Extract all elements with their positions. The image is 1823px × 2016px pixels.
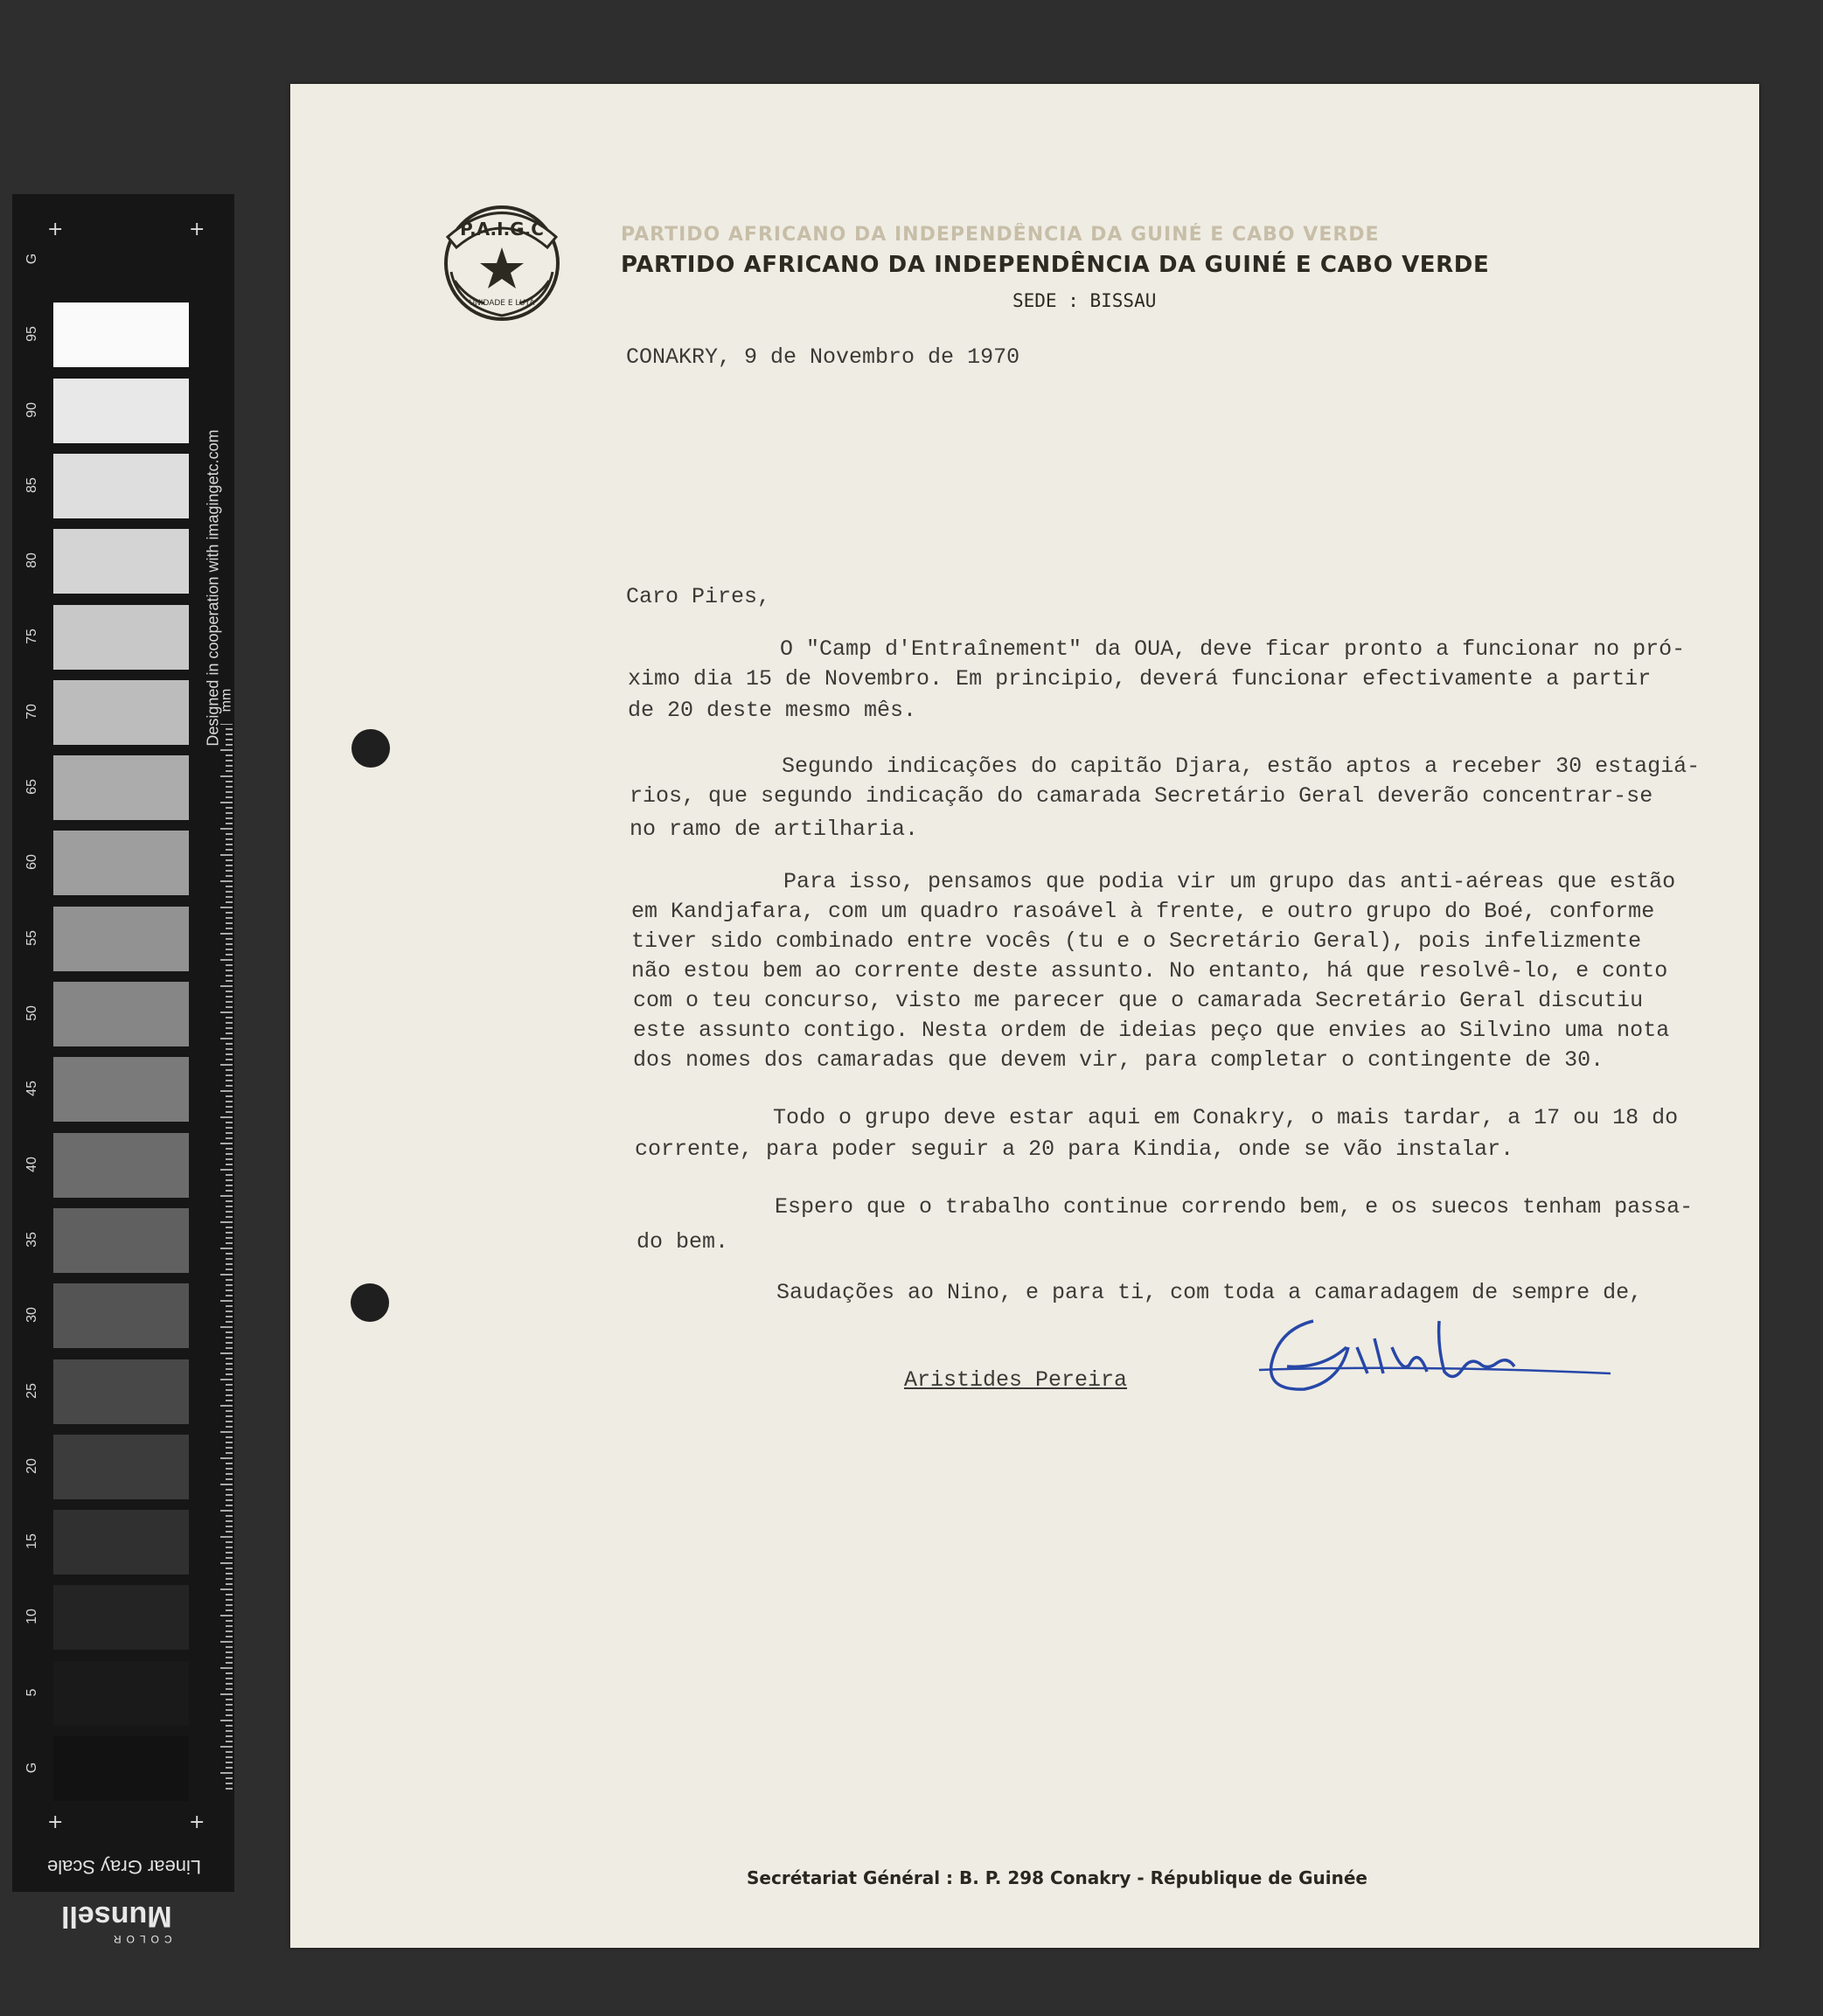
svg-text:UNIDADE E LUTA: UNIDADE E LUTA: [469, 299, 535, 308]
mm-ruler: [220, 724, 233, 1790]
gray-patch-label: 80: [24, 553, 39, 569]
punch-hole-bottom: [351, 1283, 389, 1322]
body-line: Segundo indicações do capitão Djara, estão aptos a receber 30 estagiá-: [782, 754, 1701, 779]
gray-patch-label: 65: [24, 779, 39, 795]
gray-patch-label: G: [24, 253, 39, 265]
gray-patch-label: 50: [24, 1005, 39, 1021]
body-line: de 20 deste mesmo mês.: [628, 698, 917, 723]
gray-patch: [53, 1435, 189, 1499]
body-line: dos nomes dos camaradas que devem vir, para completar o contingente de 30.: [633, 1047, 1604, 1073]
gray-patch: [53, 1585, 189, 1650]
gray-patch-label: 70: [24, 703, 39, 720]
gray-patch: [53, 1057, 189, 1122]
munsell-logo: COLOR Munsell: [61, 1900, 172, 1945]
registration-mark-icon: +: [189, 1811, 205, 1833]
gray-patch: [53, 1510, 189, 1575]
gray-patch-label: 90: [24, 401, 39, 418]
gray-patch: [53, 680, 189, 745]
svg-text:P.A.I.G.C: P.A.I.G.C: [460, 219, 544, 240]
gray-patch-label: 85: [24, 477, 39, 493]
gray-patch-label: 40: [24, 1156, 39, 1172]
gray-patch-label: 35: [24, 1232, 39, 1248]
registration-mark-icon: +: [189, 219, 205, 240]
gray-patch: [53, 1208, 189, 1273]
organization-name: PARTIDO AFRICANO DA INDEPENDÊNCIA DA GUINÉ E CABO VERDE: [621, 252, 1490, 278]
paigc-emblem: [432, 193, 572, 324]
body-line: do bem.: [637, 1229, 729, 1255]
gray-patch: [53, 1661, 189, 1726]
gray-patch-label: 45: [24, 1081, 39, 1097]
body-line: corrente, para poder seguir a 20 para Kindia, onde se vão instalar.: [635, 1137, 1514, 1162]
body-line: em Kandjafara, com um quadro rasoável à frente, e outro grupo do Boé, conforme: [631, 899, 1655, 924]
gray-patch-label: 95: [24, 326, 39, 343]
gray-patch-label: 5: [24, 1688, 39, 1697]
gray-patch-label: 55: [24, 929, 39, 946]
letterhead-footer: Secrétariat Général : B. P. 298 Conakry - République de Guinée: [747, 1867, 1367, 1888]
gray-patch-label: G: [24, 1762, 39, 1774]
body-line: tiver sido combinado entre vocês (tu e o Secretário Geral), pois infelizmente: [631, 928, 1642, 954]
body-line: este assunto contigo. Nesta ordem de ideias peço que envies ao Silvino uma nota: [633, 1018, 1670, 1043]
body-line: com o teu concurso, visto me parecer que o camarada Secretário Geral discutiu: [633, 988, 1644, 1013]
body-line: ximo dia 15 de Novembro. Em principio, deverá funcionar efectivamente a partir: [628, 666, 1652, 692]
body-line: Para isso, pensamos que podia vir um grupo das anti-aéreas que estão: [783, 869, 1676, 894]
gray-patch-label: 10: [24, 1609, 39, 1625]
gray-patch-label: 25: [24, 1382, 39, 1399]
letter-page: [290, 84, 1759, 1948]
gray-patch-label: 30: [24, 1307, 39, 1324]
gray-patch-label: 15: [24, 1533, 39, 1549]
mm-label: mm: [219, 688, 234, 713]
gray-patch: [53, 1736, 189, 1801]
body-line: não estou bem ao corrente deste assunto. No entanto, há que resolvê-lo, e conto: [631, 958, 1668, 984]
gray-patch: [53, 529, 189, 594]
gray-patch: [53, 302, 189, 367]
gray-patch: [53, 982, 189, 1046]
registration-mark-icon: +: [47, 1811, 64, 1833]
gray-patch: [53, 907, 189, 971]
gray-scale-card: [12, 194, 234, 1945]
body-line: no ramo de artilharia.: [630, 817, 919, 842]
gray-patch: [53, 605, 189, 670]
handwritten-signature: [1252, 1286, 1619, 1496]
closing-line: Saudações ao Nino, e para ti, com toda a camaradagem de sempre de,: [776, 1280, 1643, 1305]
gray-patch: [53, 379, 189, 443]
body-line: rios, que segundo indicação do camarada Secretário Geral deverão concentrar-se: [630, 783, 1653, 809]
gray-patch-label: 75: [24, 628, 39, 644]
body-line: Espero que o trabalho continue correndo bem, e os suecos tenham passa-: [775, 1194, 1694, 1220]
gray-patch: [53, 1283, 189, 1348]
body-line: O "Camp d'Entraînement" da OUA, deve ficar pronto a funcionar no pró-: [780, 636, 1686, 662]
gray-patch: [53, 1359, 189, 1424]
gray-patch: [53, 227, 189, 292]
signatory-name: Aristides Pereira: [904, 1367, 1128, 1393]
scale-name: Linear Gray Scale: [47, 1856, 202, 1878]
gray-patch: [53, 755, 189, 820]
gray-patch: [53, 1133, 189, 1198]
body-line: Todo o grupo deve estar aqui em Conakry, o mais tardar, a 17 ou 18 do: [773, 1105, 1679, 1130]
punch-hole-top: [351, 729, 390, 768]
organization-seat: SEDE : BISSAU: [1012, 290, 1157, 311]
gray-patch-label: 20: [24, 1457, 39, 1474]
salutation: Caro Pires,: [626, 584, 771, 609]
date-line: CONAKRY, 9 de Novembro de 1970: [626, 344, 1020, 370]
registration-mark-icon: +: [47, 219, 64, 240]
gray-patch-label: 60: [24, 854, 39, 871]
card-side-text: Designed in cooperation with imagingetc.com: [204, 429, 222, 747]
letterhead-ghost-impression: PARTIDO AFRICANO DA INDEPENDÊNCIA DA GUINÉ E CABO VERDE: [621, 224, 1380, 246]
gray-patch: [53, 454, 189, 518]
gray-patch: [53, 831, 189, 895]
